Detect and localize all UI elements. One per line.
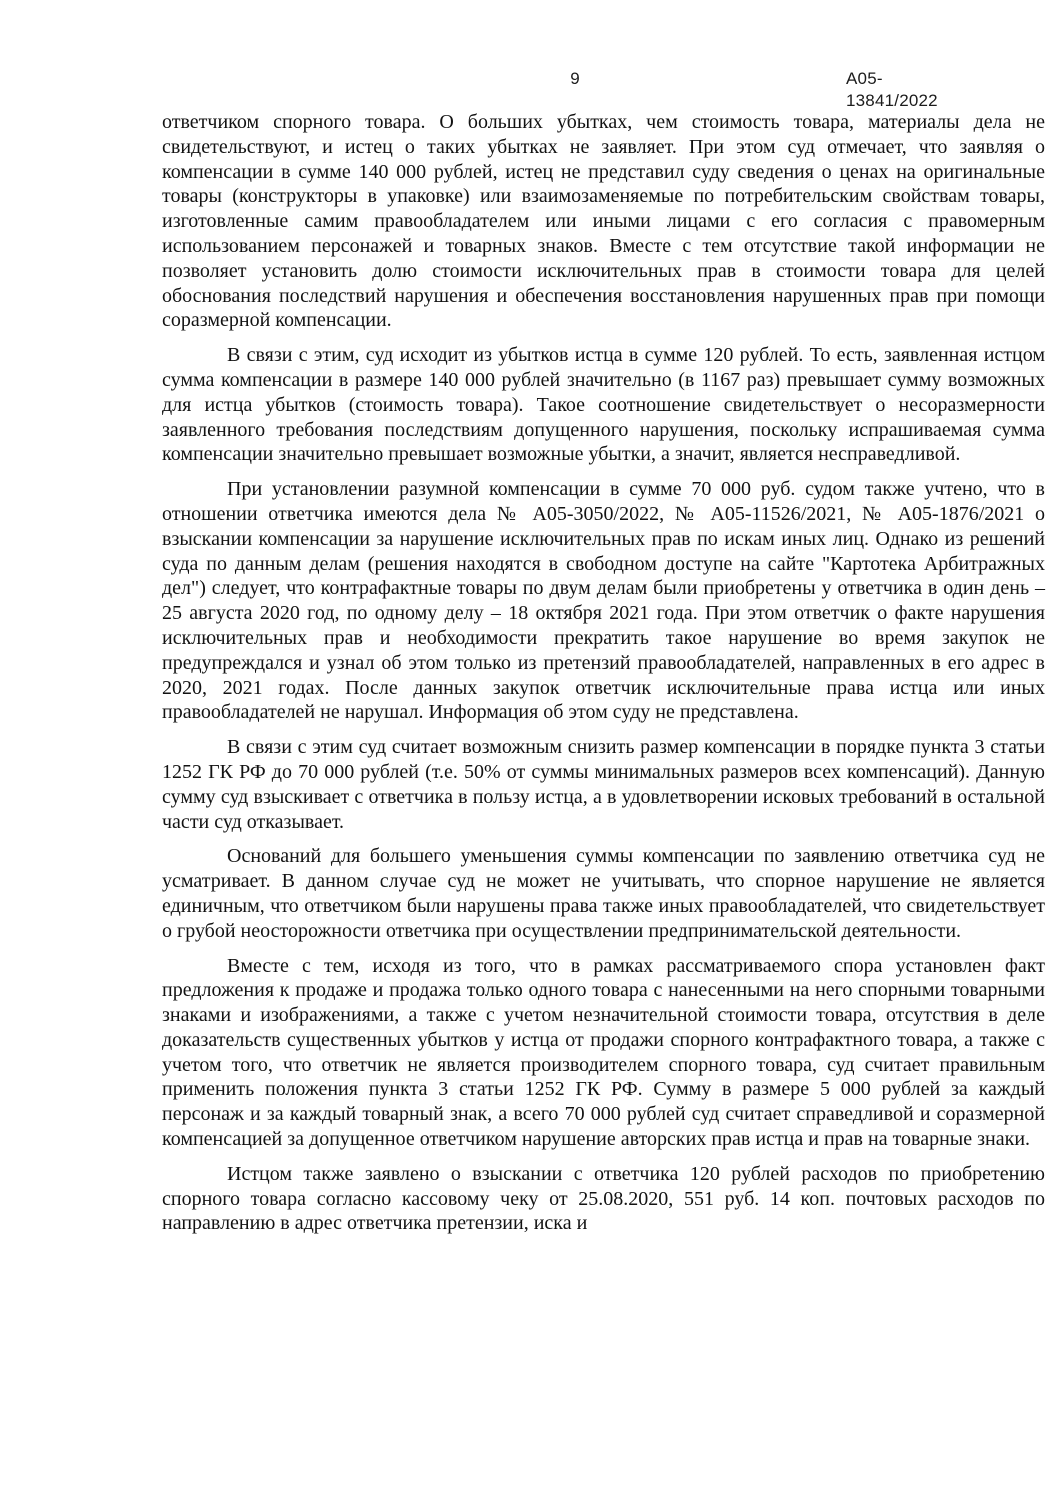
page-header bbox=[0, 68, 1060, 110]
body-paragraph: Истцом также заявлено о взыскании с ответчика 120 рублей расходов по приобретению спорного товара согласно кассовому чеку от 25.08.2020, 551 руб. 14 коп. почтовых расходов по направлению в адрес ответчика претензии, иска и bbox=[162, 1162, 1045, 1235]
case-number: А05-13841/2022 bbox=[846, 69, 938, 110]
body-paragraph: Оснований для большего уменьшения суммы компенсации по заявлению ответчика суд не усматривает. В данном случае суд не может не учитывать, что спорное нарушение не является единичным, что ответчиком были нарушены права также иных правообладателей, что свидетельствует о грубой неосторожности ответчика при осуществлении предпринимательской деятельности. bbox=[162, 845, 1045, 942]
document-body bbox=[162, 110, 1045, 1246]
body-paragraph: В связи с этим, суд исходит из убытков истца в сумме 120 рублей. То есть, заявленная истцом сумма компенсации в размере 140 000 рублей значительно (в 1167 раз) превышает сумму возможных для истца убытков (стоимость товара). Такое соотношение свидетельствует о несоразмерности заявленного требования последствиям допущенного нарушения, поскольку испрашиваемая сумма компенсации значительно превышает возможные убытки, а значит, является несправедливой. bbox=[162, 344, 1045, 466]
body-paragraph: Вместе с тем, исходя из того, что в рамках рассматриваемого спора установлен факт предложения к продаже и продажа только одного товара с нанесенными на него спорными товарными знаками и изображениями, а также с учетом незначительной стоимости товара, отсутствия в деле доказательств существенных убытков у истца от продажи спорного контрафактного товара, а также с учетом того, что ответчик не является производителем спорного товара, суд считает правильным применить положения пункта 3 статьи 1252 ГК РФ. Сумму в размере 5 000 рублей за каждый персонаж и за каждый товарный знак, а всего 70 000 рублей суд считает справедливой и соразмерной компенсацией за допущенное ответчиком нарушение авторских прав истца и прав на товарные знаки. bbox=[162, 954, 1045, 1151]
body-paragraph: При установлении разумной компенсации в сумме 70 000 руб. судом также учтено, что в отношении ответчика имеются дела № А05-3050/2022, № А05-11526/2021, № А05-1876/2021 о взыскании компенсации за нарушение исключительных прав по искам иных лиц. Однако из решений суда по данным делам (решения находятся в свободном доступе на сайте "Картотека Арбитражных дел") следует, что контрафактные товары по двум делам были приобретены у ответчика в один день – 25 августа 2020 год, по одному делу – 18 октября 2021 года. При этом ответчик о факте нарушения исключительных прав и необходимости прекратить такое нарушение во время закупок не предупреждался и узнал об этом только из претензий правообладателей, направленных в его адрес в 2020, 2021 годах. После данных закупок ответчик исключительные права истца или иных правообладателей не нарушал. Информация об этом суду не представлена. bbox=[162, 478, 1045, 724]
body-paragraph: ответчиком спорного товара. О больших убытках, чем стоимость товара, материалы дела не свидетельствуют, и истец о таких убытках не заявляет. При этом суд отмечает, что заявляя о компенсации в сумме 140 000 рублей, истец не представил суду сведения о ценах на оригинальные товары (конструкторы в упаковке) или взаимозаменяемые по потребительским свойствам товары, изготовленные самим правообладателем или иными лицами с его согласия с правомерным использованием персонажей и товарных знаков. Вместе с тем отсутствие такой информации не позволяет установить долю стоимости исключительных прав в стоимости товара для целей обоснования последствий нарушения и обеспечения восстановления нарушенных прав при помощи соразмерной компенсации. bbox=[162, 111, 1045, 332]
page-number: 9 bbox=[570, 69, 580, 88]
body-paragraph: В связи с этим суд считает возможным снизить размер компенсации в порядке пункта 3 статьи 1252 ГК РФ до 70 000 рублей (т.е. 50% от суммы минимальных размеров всех компенсаций). Данную сумму суд взыскивает с ответчика в пользу истца, а в удовлетворении исковых требований в остальной части суд отказывает. bbox=[162, 736, 1045, 833]
